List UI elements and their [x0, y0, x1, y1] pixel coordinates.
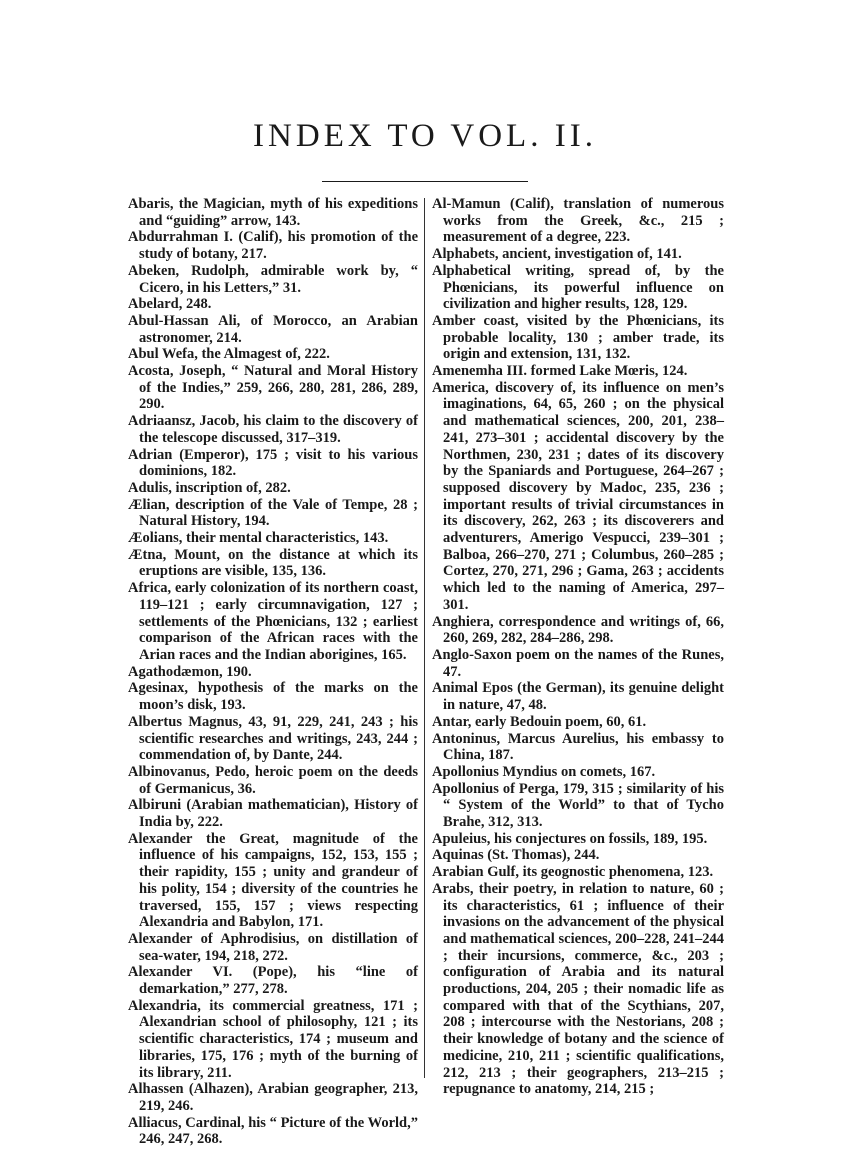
index-entry: Apuleius, his conjectures on fossils, 189, 195. — [432, 830, 708, 847]
index-entry: Adriaansz, Jacob, his claim to the discovery of the telescope discussed, 317–319. — [128, 413, 418, 446]
index-entry: Agathodæmon, 190. — [128, 663, 252, 680]
index-entry: Abaris, the Magician, myth of his expeditions and “guiding” arrow, 143. — [128, 196, 418, 229]
index-entry: Albertus Magnus, 43, 91, 229, 241, 243 ; his scientific researches and writings, 243, 244 ; commendation of, by Dante, 244. — [128, 713, 418, 764]
index-entry: Antar, early Bedouin poem, 60, 61. — [432, 713, 647, 730]
index-column-right — [432, 196, 724, 1098]
index-entry: Alliacus, Cardinal, his “ Picture of the World,” 246, 247, 268. — [128, 1114, 418, 1148]
index-entry: Alexandria, its commercial greatness, 171 ; Alexandrian school of philosophy, 121 ; its scientific characteristics, 174 ; museum and libraries, 175, 176 ; myth of the burning of its library, 211. — [128, 997, 418, 1081]
index-entry: Abul-Hassan Ali, of Morocco, an Arabian astronomer, 214. — [128, 312, 418, 346]
index-entry: Albiruni (Arabian mathematician), History of India by, 222. — [128, 797, 418, 831]
page-title: INDEX TO VOL. II. — [253, 118, 597, 154]
index-entry: Alhassen (Alhazen), Arabian geographer, 213, 219, 246. — [128, 1081, 418, 1114]
index-entry: Amenemha III. formed Lake Mœris, 124. — [432, 363, 688, 380]
index-entry: Al-Mamun (Calif), translation of numerous works from the Greek, &c., 215 ; measurement of a degree, 223. — [432, 196, 724, 246]
index-entry: Anghiera, correspondence and writings of, 66, 260, 269, 282, 284–286, 298. — [432, 613, 724, 647]
index-entry: Apollonius of Perga, 179, 315 ; similarity of his “ System of the World” to that of Tycho Brahe, 312, 313. — [432, 780, 724, 831]
index-entry: Alexander VI. (Pope), his “line of demarkation,” 277, 278. — [128, 964, 418, 998]
index-entry: America, discovery of, its influence on men’s imaginations, 64, 65, 260 ; on the physical and mathematical sciences, 200, 201, 238–241, 273–301 ; accidental discovery by the Northmen, 230, 231 ; dates of its discovery by the Spaniards and Portuguese, 264–267 ; supposed discovery by Madoc, 235, 236 ; important results of trivial circumstances in its discovery, 262, 263 ; its discoverers and adventurers, Amerigo Vespucci, 239–301 ; Balboa, 266–270, 271 ; Columbus, 260–285 ; Cortez, 270, 271, 296 ; Gama, 263 ; accidents which led to the naming of America, 297–301. — [432, 379, 724, 613]
index-entry: Abelard, 248. — [128, 296, 212, 313]
index-entry: Albinovanus, Pedo, heroic poem on the deeds of Germanicus, 36. — [128, 763, 418, 797]
index-entry: Alexander the Great, magnitude of the influence of his campaigns, 152, 153, 155 ; their rapidity, 155 ; unity and grandeur of his polity, 154 ; diversity of the countries he traversed, 155, 157 ; views respecting Alexandria and Babylon, 171. — [128, 830, 418, 931]
index-entry: Æolians, their mental characteristics, 143. — [128, 530, 389, 547]
index-entry: Anglo-Saxon poem on the names of the Runes, 47. — [432, 646, 724, 680]
index-entry: Ætna, Mount, on the distance at which its eruptions are visible, 135, 136. — [128, 546, 418, 580]
index-entry: Alphabetical writing, spread of, by the Phœnicians, its powerful influence on civilization and higher results, 128, 129. — [432, 262, 724, 313]
index-entry: Arabs, their poetry, in relation to nature, 60 ; its characteristics, 61 ; influence of their invasions on the advancement of the physical and mathematical sciences, 200–228, 241–244 ; their incursions, commerce, &c., 203 ; configuration of Arabia and its natural productions, 204, 205 ; their nomadic life as compared with that of the Scythians, 207, 208 ; intercourse with the Nestorians, 208 ; their knowledge of botany and the science of medicine, 210, 211 ; scientific qualifications, 212, 213 ; their geographers, 213–215 ; repugnance to anatomy, 214, 215 ; — [432, 880, 724, 1098]
index-entry: Abeken, Rudolph, admirable work by, “ Cicero, in his Letters,” 31. — [128, 262, 418, 296]
index-entry: Alphabets, ancient, investigation of, 141. — [432, 246, 682, 263]
index-entry: Arabian Gulf, its geognostic phenomena, 123. — [432, 864, 714, 881]
index-entry: Ælian, description of the Vale of Tempe, 28 ; Natural History, 194. — [128, 496, 418, 530]
index-entry: Animal Epos (the German), its genuine delight in nature, 47, 48. — [432, 680, 724, 714]
index-entry: Agesinax, hypothesis of the marks on the moon’s disk, 193. — [128, 680, 418, 714]
index-entry: Aquinas (St. Thomas), 244. — [432, 847, 600, 864]
index-entry: Alexander of Aphrodisius, on distillation of sea-water, 194, 218, 272. — [128, 930, 418, 964]
index-entry: Antoninus, Marcus Aurelius, his embassy to China, 187. — [432, 730, 724, 764]
column-divider — [424, 198, 425, 1078]
index-column-left — [128, 196, 418, 1148]
index-entry: Abul Wefa, the Almagest of, 222. — [128, 346, 330, 363]
index-entry: Amber coast, visited by the Phœnicians, its probable locality, 130 ; amber trade, its origin and extension, 131, 132. — [432, 312, 724, 363]
index-entry: Abdurrahman I. (Calif), his promotion of the study of botany, 217. — [128, 229, 418, 263]
index-entry: Apollonius Myndius on comets, 167. — [432, 763, 656, 780]
title-rule — [322, 181, 528, 182]
index-entry: Africa, early colonization of its northern coast, 119–121 ; early circumnavigation, 127 ; settlements of the Phœnicians, 132 ; earliest comparison of the African races with the Arian races and the Indian aborigines, 165. — [128, 580, 418, 663]
index-entry: Adrian (Emperor), 175 ; visit to his various dominions, 182. — [128, 446, 418, 480]
index-entry: Adulis, inscription of, 282. — [128, 479, 291, 496]
index-entry: Acosta, Joseph, “ Natural and Moral History of the Indies,” 259, 266, 280, 281, 286, 289, 290. — [128, 363, 418, 413]
